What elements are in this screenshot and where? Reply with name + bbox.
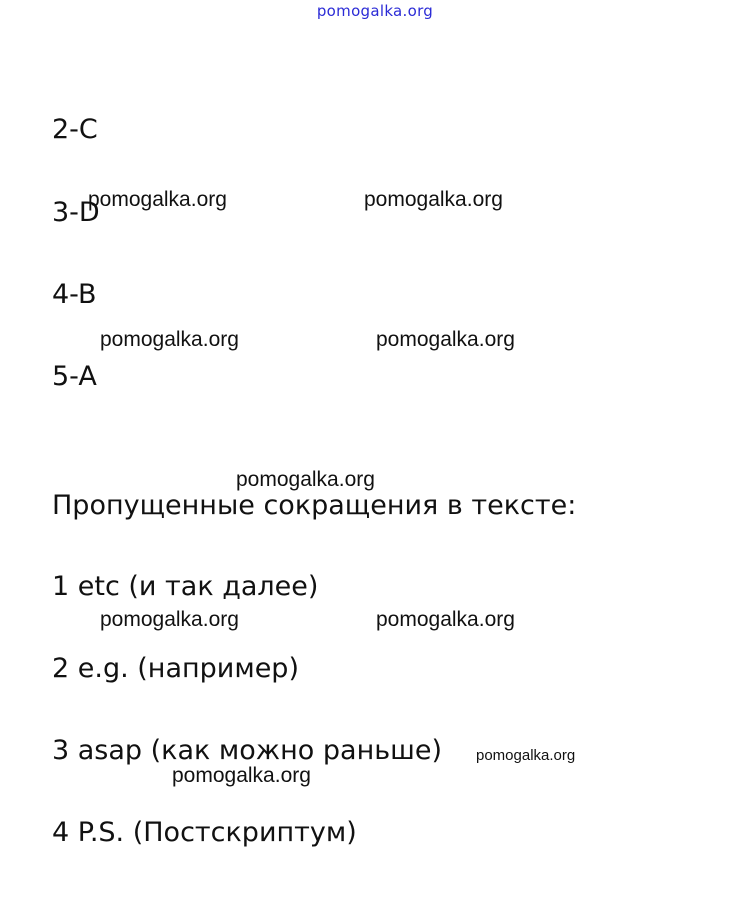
- watermark: pomogalka.org: [172, 764, 311, 787]
- watermark: pomogalka.org: [376, 328, 515, 351]
- abbrev-item-3: 3 asap (как можно раньше): [52, 735, 442, 766]
- abbrev-item-1: 1 etc (и так далее): [52, 571, 319, 602]
- abbrev-heading: Пропущенные сокращения в тексте:: [52, 490, 577, 521]
- watermark: pomogalka.org: [236, 468, 375, 491]
- abbrev-item-2: 2 e.g. (например): [52, 653, 299, 684]
- answer-3: 3-D: [52, 197, 100, 228]
- watermark: pomogalka.org: [376, 608, 515, 631]
- watermark: pomogalka.org: [100, 608, 239, 631]
- answer-5: 5-A: [52, 361, 97, 392]
- watermark: pomogalka.org: [88, 188, 227, 211]
- answer-4: 4-B: [52, 279, 97, 310]
- abbrev-item-4: 4 P.S. (Постскриптум): [52, 817, 357, 848]
- watermark: pomogalka.org: [364, 188, 503, 211]
- answer-2: 2-C: [52, 114, 98, 145]
- watermark: pomogalka.org: [100, 328, 239, 351]
- watermark: pomogalka.org: [476, 747, 576, 764]
- site-link-header[interactable]: pomogalka.org: [316, 2, 434, 20]
